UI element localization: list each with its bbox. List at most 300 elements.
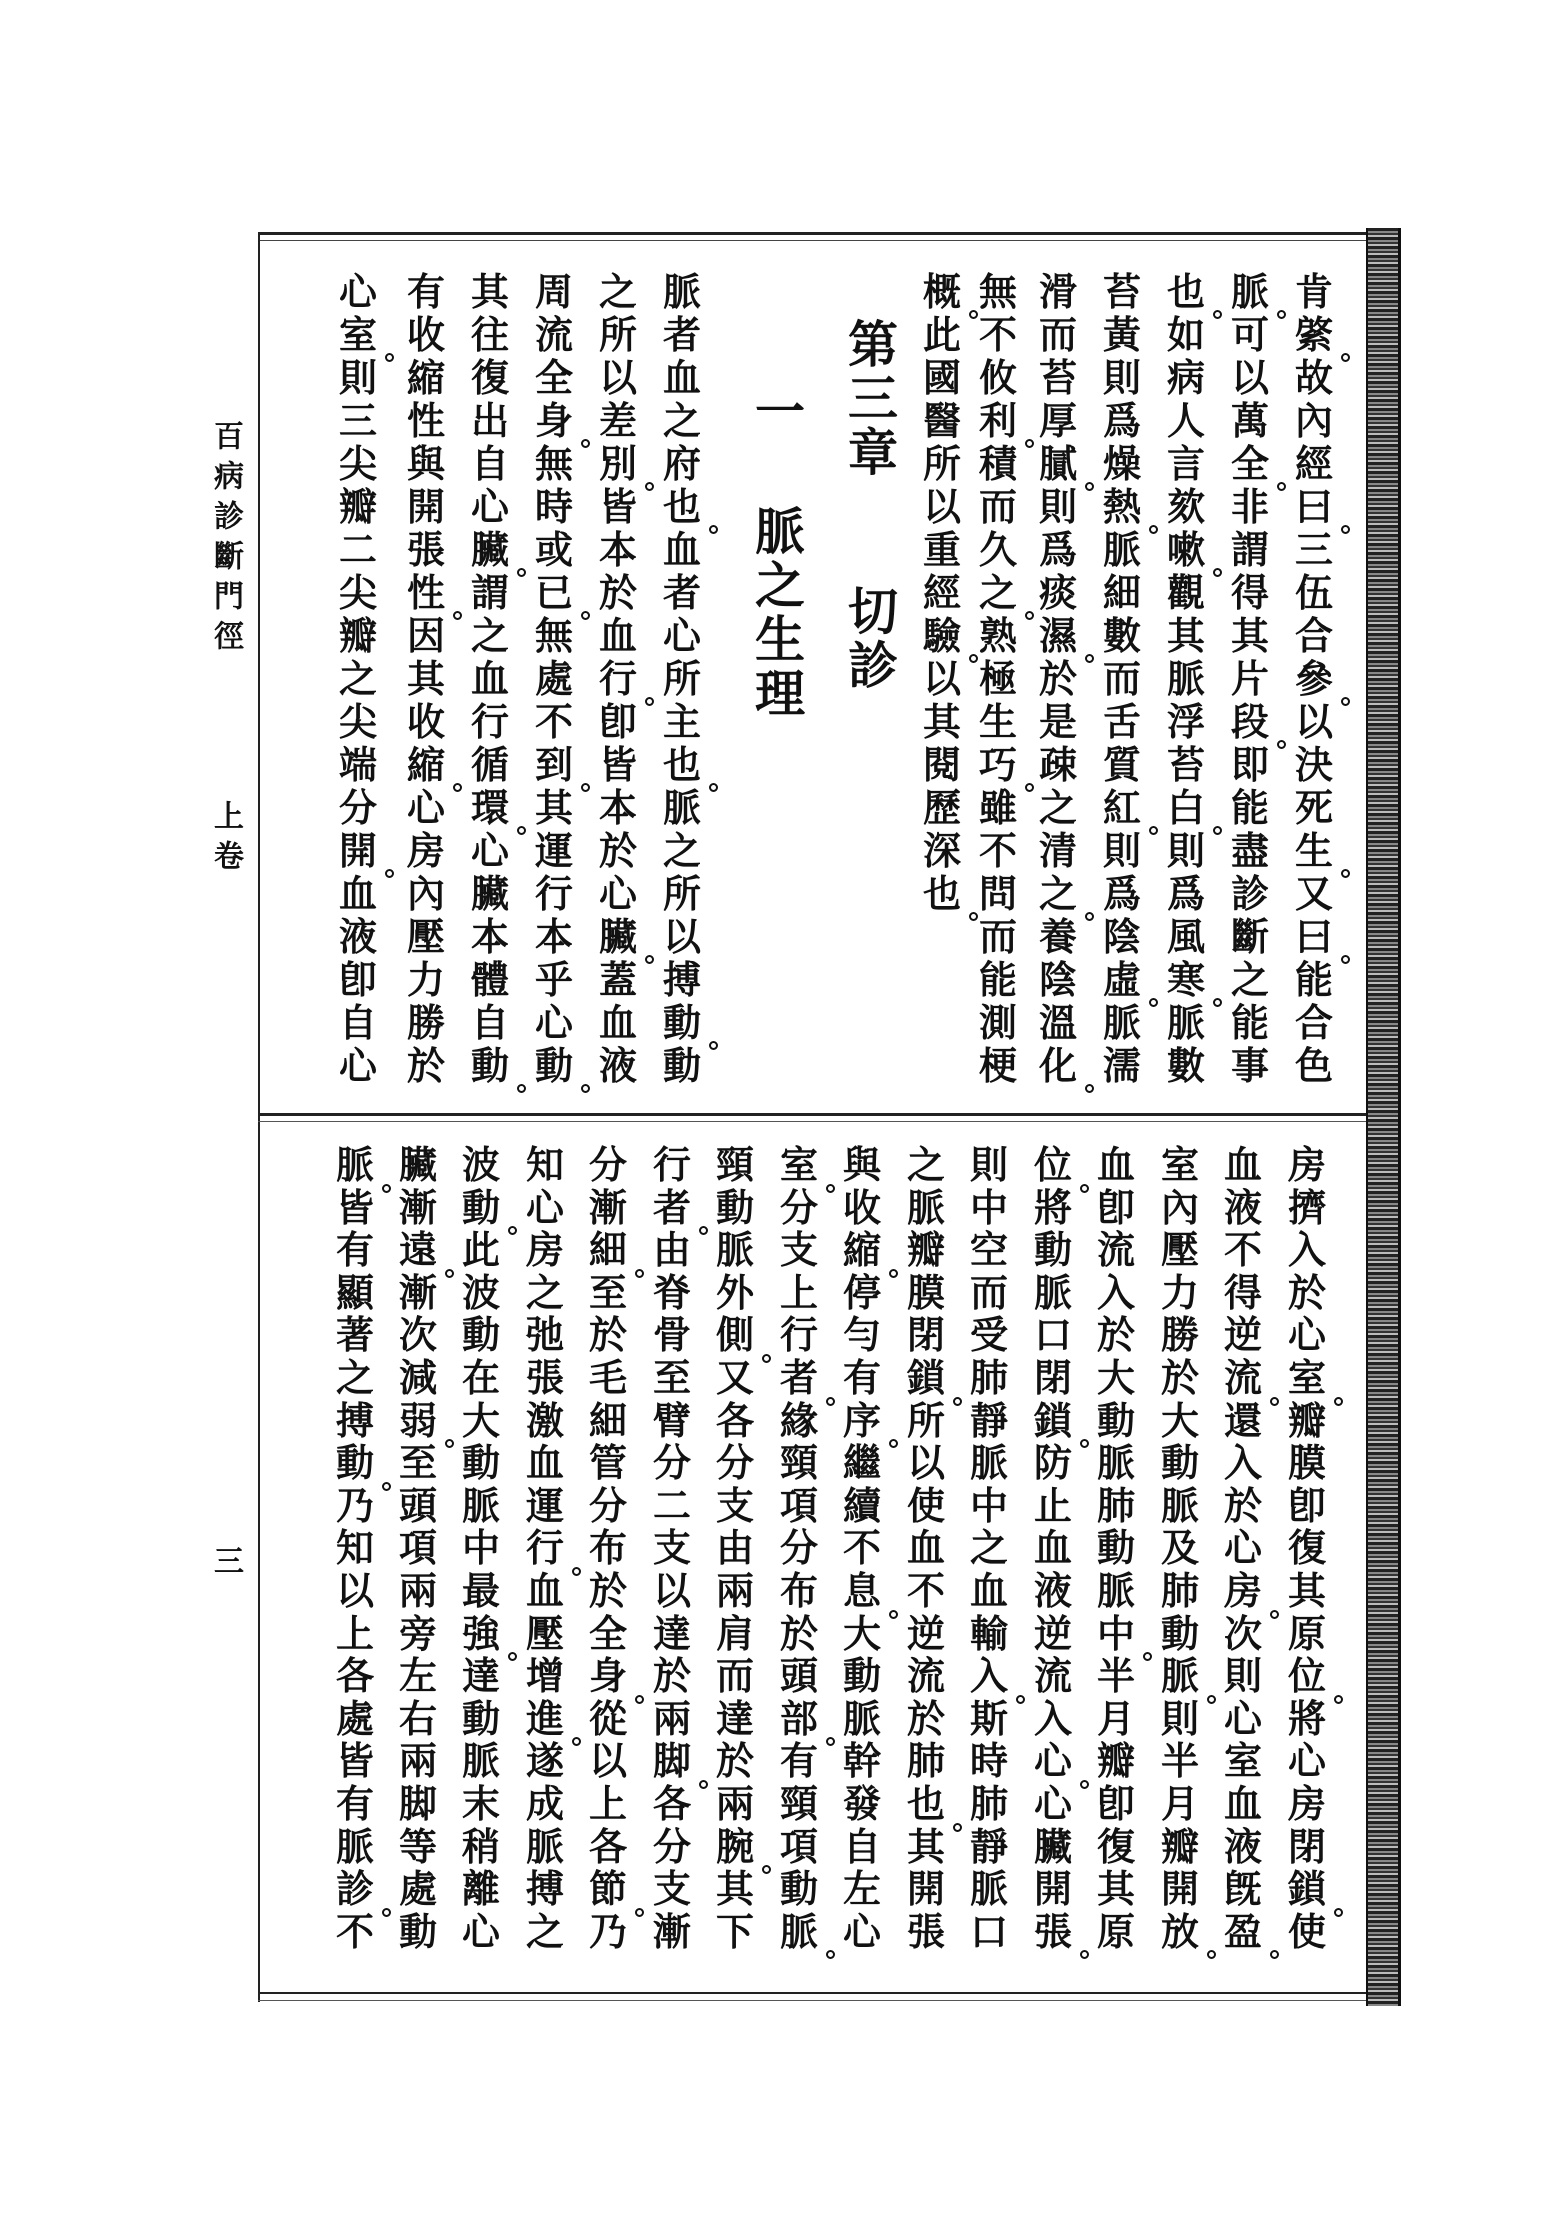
- glyph: 鎖: [1030, 1400, 1076, 1443]
- glyph: 空: [969, 1227, 1008, 1273]
- glyph: 處: [335, 1695, 374, 1741]
- glyph: 曰: [1291, 485, 1337, 528]
- glyph: 分: [652, 1823, 691, 1869]
- glyph: 卽: [598, 699, 637, 744]
- glyph: 液: [598, 1043, 637, 1088]
- glyph: 寒: [1163, 958, 1209, 1001]
- punctuation-circle: [1270, 1950, 1279, 1959]
- glyph: 則: [1102, 828, 1141, 873]
- text-column: [919, 270, 965, 915]
- glyph: 血: [662, 527, 701, 572]
- glyph: 所: [662, 656, 701, 701]
- glyph: 則: [1160, 1695, 1199, 1741]
- glyph: 巧: [975, 743, 1021, 786]
- glyph: 熟: [978, 613, 1017, 658]
- glyph: 脚: [398, 1780, 437, 1826]
- punctuation-circle: [1080, 1780, 1089, 1789]
- punctuation-circle: [1080, 1950, 1089, 1959]
- glyph: 壓: [525, 1610, 564, 1656]
- glyph: 卽: [1096, 1780, 1135, 1826]
- glyph: 力: [406, 957, 445, 1002]
- glyph: 半: [1096, 1653, 1135, 1699]
- glyph: 有: [335, 1227, 374, 1273]
- glyph: 漸: [588, 1184, 627, 1230]
- glyph: 斯: [969, 1695, 1008, 1741]
- glyph: 動: [461, 1312, 500, 1358]
- punctuation-circle: [517, 1084, 526, 1093]
- glyph: 開: [406, 484, 445, 529]
- glyph: 搏: [335, 1397, 374, 1443]
- glyph: 大: [842, 1610, 881, 1656]
- glyph: 者: [649, 1187, 695, 1230]
- glyph: 上: [779, 1269, 818, 1315]
- glyph: 脈: [1096, 1567, 1135, 1613]
- glyph: 以: [662, 914, 701, 959]
- glyph: 瓣: [1287, 1397, 1326, 1443]
- glyph: 本: [470, 914, 509, 959]
- glyph: 其: [715, 1866, 754, 1912]
- glyph: 膩: [1035, 442, 1081, 485]
- text-column: [595, 270, 641, 1087]
- glyph: 動: [779, 1866, 818, 1912]
- text-column: [1035, 270, 1081, 1087]
- glyph: 三: [1294, 527, 1333, 572]
- glyph: 半: [1160, 1738, 1199, 1784]
- punctuation-circle: [826, 1950, 835, 1959]
- glyph: 則: [1223, 1653, 1262, 1699]
- glyph: 勝: [1160, 1312, 1199, 1358]
- punctuation-circle: [581, 783, 590, 792]
- glyph: 中: [1093, 1613, 1139, 1656]
- glyph: 室: [1160, 1142, 1199, 1187]
- glyph: 有: [842, 1354, 881, 1400]
- glyph: 驗: [919, 614, 965, 657]
- glyph: 虛: [1099, 958, 1145, 1001]
- glyph: 爲: [1166, 871, 1205, 916]
- glyph: 之: [1230, 957, 1269, 1002]
- glyph: 遠: [395, 1229, 441, 1272]
- glyph: 也: [659, 743, 705, 786]
- middle-divider-inner: [258, 1121, 1368, 1122]
- glyph: 府: [662, 441, 701, 486]
- glyph: 脈: [1033, 1269, 1072, 1315]
- glyph: 縮: [406, 355, 445, 400]
- glyph: 臟: [1033, 1823, 1072, 1869]
- glyph: 之: [906, 1142, 945, 1187]
- punctuation-circle: [889, 1610, 898, 1619]
- glyph: 膜: [1287, 1440, 1326, 1486]
- punctuation-circle: [889, 1269, 898, 1278]
- glyph: 收: [406, 699, 445, 744]
- glyph: 成: [525, 1780, 564, 1826]
- punctuation-circle: [1334, 1695, 1343, 1704]
- glyph: 止: [1033, 1482, 1072, 1528]
- glyph: 脈: [1227, 270, 1273, 313]
- glyph: 布: [588, 1525, 627, 1571]
- glyph: 強: [458, 1613, 504, 1656]
- glyph: 運: [525, 1482, 564, 1528]
- punctuation-circle: [508, 1226, 517, 1235]
- glyph: 故: [1294, 355, 1333, 400]
- punctuation-circle: [1025, 439, 1034, 448]
- glyph: 房: [525, 1227, 564, 1273]
- text-column: [1099, 270, 1145, 1087]
- glyph: 人: [1166, 398, 1205, 443]
- glyph: 頭: [398, 1482, 437, 1528]
- glyph: 離: [461, 1866, 500, 1912]
- glyph: 陰: [1038, 957, 1077, 1002]
- glyph: 心: [461, 1908, 500, 1954]
- glyph: 室: [776, 1144, 822, 1187]
- glyph: 至: [652, 1354, 691, 1400]
- punctuation-circle: [1016, 1695, 1025, 1704]
- glyph: 勝: [406, 1000, 445, 1045]
- glyph: 入: [1287, 1227, 1326, 1273]
- glyph: 血: [1096, 1142, 1135, 1187]
- glyph: 脈: [1157, 1655, 1203, 1698]
- glyph: 續: [842, 1482, 881, 1528]
- punctuation-circle: [517, 826, 526, 835]
- glyph: 則: [338, 355, 377, 400]
- glyph: 心: [470, 828, 509, 873]
- glyph: 流: [534, 312, 573, 357]
- glyph: 次: [1223, 1610, 1262, 1656]
- glyph: 以: [652, 1567, 691, 1613]
- glyph: 以: [922, 484, 961, 529]
- glyph: 大: [461, 1397, 500, 1443]
- glyph: 之: [1035, 872, 1081, 915]
- glyph: 心: [1223, 1695, 1262, 1741]
- glyph: 遂: [525, 1738, 564, 1784]
- glyph: 兩: [715, 1780, 754, 1826]
- glyph: 入: [966, 1655, 1012, 1698]
- glyph: 肩: [715, 1610, 754, 1656]
- glyph: 乎: [534, 957, 573, 1002]
- glyph: 不: [842, 1525, 881, 1571]
- glyph: 伍: [1294, 570, 1333, 615]
- punctuation-circle: [382, 1908, 391, 1917]
- glyph: 鎖: [903, 1357, 949, 1400]
- glyph: 在: [461, 1354, 500, 1400]
- glyph: 由: [715, 1525, 754, 1571]
- glyph: 苔: [1102, 269, 1141, 314]
- punctuation-circle: [572, 1737, 581, 1746]
- glyph: 或: [534, 527, 573, 572]
- glyph: 動: [1096, 1397, 1135, 1443]
- glyph: 支: [652, 1525, 691, 1571]
- glyph: 死: [1294, 785, 1333, 830]
- punctuation-circle: [1149, 998, 1158, 1007]
- glyph: 防: [1033, 1440, 1072, 1486]
- glyph: 脈: [662, 785, 701, 830]
- glyph: 脈: [1166, 656, 1205, 701]
- punctuation-circle: [445, 1439, 454, 1448]
- glyph: 瓣: [906, 1227, 945, 1273]
- glyph: 腕: [712, 1826, 758, 1869]
- punctuation-circle: [1277, 740, 1286, 749]
- glyph: 性: [403, 571, 449, 614]
- punctuation-circle: [1207, 1950, 1216, 1959]
- glyph: 動: [1033, 1227, 1072, 1273]
- glyph: 之: [1038, 785, 1077, 830]
- glyph: 入: [1033, 1695, 1072, 1741]
- glyph: 而: [1038, 312, 1077, 357]
- glyph: 復: [1096, 1823, 1135, 1869]
- glyph: 其: [1230, 613, 1269, 658]
- glyph: 序: [839, 1400, 885, 1443]
- glyph: 閉: [906, 1312, 945, 1358]
- punctuation-circle: [1025, 783, 1034, 792]
- glyph: 搏: [525, 1866, 564, 1912]
- frame-bottom-rule-inner: [258, 2000, 1368, 2001]
- glyph: 蓋: [598, 957, 637, 1002]
- text-column: [458, 1144, 504, 1953]
- glyph: 診: [332, 1868, 378, 1911]
- glyph: 綮: [1291, 313, 1337, 356]
- glyph: 血: [662, 355, 701, 400]
- glyph: 縮: [403, 743, 449, 786]
- glyph: 黃: [1102, 312, 1141, 357]
- glyph: 血: [1033, 1525, 1072, 1571]
- punctuation-circle: [969, 654, 978, 663]
- punctuation-circle: [1207, 1695, 1216, 1704]
- glyph: 燥: [1102, 441, 1141, 486]
- punctuation-circle: [709, 783, 718, 792]
- glyph: 由: [652, 1227, 691, 1273]
- glyph: 之: [662, 828, 701, 873]
- glyph: 原: [1287, 1610, 1326, 1656]
- text-column: [712, 1144, 758, 1953]
- glyph: 苔: [1166, 742, 1205, 787]
- glyph: 脈: [1096, 1440, 1135, 1486]
- glyph: 大: [1160, 1397, 1199, 1443]
- glyph: 入: [1096, 1269, 1135, 1315]
- glyph: 還: [1223, 1397, 1262, 1443]
- glyph: 因: [406, 613, 445, 658]
- frame-bottom-rule: [258, 1992, 1368, 1994]
- glyph: 心: [598, 871, 637, 916]
- glyph: 分: [779, 1184, 818, 1230]
- glyph: 達: [715, 1695, 754, 1741]
- glyph: 所: [906, 1397, 945, 1443]
- glyph: 於: [1096, 1312, 1135, 1358]
- glyph: 著: [335, 1312, 374, 1358]
- punctuation-circle: [1213, 826, 1222, 835]
- punctuation-circle: [1085, 654, 1094, 663]
- text-column: [395, 1144, 441, 1953]
- glyph: 臟: [470, 871, 509, 916]
- glyph: 分: [652, 1440, 691, 1486]
- section-number: 一: [747, 385, 806, 439]
- glyph: 本: [534, 914, 573, 959]
- punctuation-circle: [581, 1084, 590, 1093]
- glyph: 下: [715, 1908, 754, 1954]
- glyph: 脈: [662, 269, 701, 314]
- glyph: 體: [470, 957, 509, 1002]
- glyph: 張: [1030, 1911, 1076, 1954]
- text-column: [839, 1144, 885, 1953]
- glyph: 者: [776, 1357, 822, 1400]
- glyph: 如: [1166, 312, 1205, 357]
- glyph: 支: [652, 1866, 691, 1912]
- binding-edge-bar: [1366, 228, 1401, 2006]
- glyph: 心: [1287, 1738, 1326, 1784]
- punctuation-circle: [1341, 697, 1350, 706]
- glyph: 周: [534, 269, 573, 314]
- glyph: 質: [1102, 742, 1141, 787]
- glyph: 所: [922, 441, 961, 486]
- glyph: 以: [1294, 699, 1333, 744]
- glyph: 別: [595, 442, 641, 485]
- glyph: 知: [335, 1525, 374, 1571]
- glyph: 此: [461, 1227, 500, 1273]
- glyph: 弱: [395, 1400, 441, 1443]
- glyph: 往: [470, 312, 509, 357]
- glyph: 使: [906, 1482, 945, 1528]
- glyph: 管: [588, 1440, 627, 1486]
- glyph: 也: [1163, 270, 1209, 313]
- glyph: 位: [1284, 1655, 1330, 1698]
- punctuation-circle: [1270, 1397, 1279, 1406]
- punctuation-circle: [382, 1184, 391, 1193]
- punctuation-circle: [1085, 1084, 1094, 1093]
- glyph: 各: [588, 1823, 627, 1869]
- punctuation-circle: [1213, 568, 1222, 577]
- glyph: 又: [1294, 871, 1333, 916]
- glyph: 國: [922, 355, 961, 400]
- glyph: 脈: [1166, 1000, 1205, 1045]
- punctuation-circle: [709, 525, 718, 534]
- glyph: 乃: [588, 1908, 627, 1954]
- glyph: 頸: [779, 1780, 818, 1826]
- glyph: 達: [461, 1653, 500, 1699]
- glyph: 苔: [1038, 355, 1077, 400]
- glyph: 瓣: [1160, 1823, 1199, 1869]
- glyph: 謂: [470, 570, 509, 615]
- glyph: 觀: [1166, 570, 1205, 615]
- glyph: 脈: [1102, 527, 1141, 572]
- text-column: [966, 1144, 1012, 1953]
- glyph: 末: [461, 1780, 500, 1826]
- glyph: 月: [1160, 1780, 1199, 1826]
- glyph: 房: [1220, 1570, 1266, 1613]
- glyph: 之: [975, 571, 1021, 614]
- punctuation-circle: [645, 697, 654, 706]
- glyph: 輸: [969, 1610, 1008, 1656]
- glyph: 內: [1160, 1184, 1199, 1230]
- glyph: 肺: [1096, 1482, 1135, 1528]
- glyph: 收: [406, 312, 445, 357]
- glyph: 皆: [598, 484, 637, 529]
- glyph: 於: [588, 1567, 627, 1613]
- punctuation-circle: [1025, 611, 1034, 620]
- glyph: 流: [1220, 1357, 1266, 1400]
- glyph: 中: [969, 1482, 1008, 1528]
- glyph: 有: [779, 1738, 818, 1784]
- glyph: 鎖: [1284, 1868, 1330, 1911]
- text-column: [903, 1144, 949, 1953]
- glyph: 節: [585, 1868, 631, 1911]
- glyph: 項: [779, 1482, 818, 1528]
- punctuation-circle: [1080, 1184, 1089, 1193]
- glyph: 波: [461, 1142, 500, 1187]
- glyph: 之: [338, 656, 377, 701]
- glyph: 溫: [1038, 1000, 1077, 1045]
- glyph: 事: [1230, 1043, 1269, 1088]
- glyph: 行: [652, 1142, 691, 1187]
- glyph: 月: [1096, 1695, 1135, 1741]
- glyph: 勻: [842, 1312, 881, 1358]
- glyph: 骨: [652, 1312, 691, 1358]
- glyph: 增: [525, 1653, 564, 1699]
- text-column: [1220, 1144, 1266, 1953]
- glyph: 臂: [652, 1397, 691, 1443]
- glyph: 於: [598, 828, 637, 873]
- glyph: 皆: [598, 742, 637, 787]
- frame-top-rule: [258, 232, 1368, 235]
- glyph: 而: [969, 1269, 1008, 1315]
- punctuation-circle: [1334, 1908, 1343, 1917]
- glyph: 支: [779, 1227, 818, 1273]
- glyph: 液: [1223, 1184, 1262, 1230]
- glyph: 液: [1033, 1567, 1072, 1613]
- glyph: 本: [598, 785, 637, 830]
- glyph: 生: [978, 699, 1017, 744]
- glyph: 至: [588, 1269, 627, 1315]
- glyph: 脊: [652, 1269, 691, 1315]
- glyph: 之: [525, 1269, 564, 1315]
- glyph: 外: [715, 1269, 754, 1315]
- punctuation-circle: [1149, 826, 1158, 835]
- glyph: 以: [598, 355, 637, 400]
- glyph: 發: [842, 1780, 881, 1826]
- punctuation-circle: [645, 482, 654, 491]
- glyph: 也: [659, 485, 705, 528]
- glyph: 又: [715, 1354, 754, 1400]
- glyph: 身: [531, 399, 577, 442]
- glyph: 參: [1291, 657, 1337, 700]
- glyph: 至: [398, 1440, 437, 1486]
- glyph: 心: [406, 785, 445, 830]
- glyph: 上: [588, 1780, 627, 1826]
- punctuation-circle: [635, 1908, 644, 1917]
- glyph: 自: [842, 1823, 881, 1869]
- glyph: 頭: [779, 1653, 818, 1699]
- punctuation-circle: [572, 1567, 581, 1576]
- glyph: 其: [906, 1823, 945, 1869]
- glyph: 運: [534, 828, 573, 873]
- glyph: 知: [525, 1142, 564, 1187]
- glyph: 臟: [595, 915, 641, 958]
- glyph: 顯: [335, 1269, 374, 1315]
- punctuation-circle: [1341, 869, 1350, 878]
- glyph: 幹: [842, 1738, 881, 1784]
- glyph: 即: [1230, 742, 1269, 787]
- glyph: 浮: [1166, 699, 1205, 744]
- glyph: 其: [922, 699, 961, 744]
- punctuation-circle: [645, 955, 654, 964]
- glyph: 頸: [715, 1142, 754, 1187]
- glyph: 得: [1230, 570, 1269, 615]
- glyph: 脈: [1102, 1000, 1141, 1045]
- glyph: 濡: [1102, 1043, 1141, 1088]
- glyph: 全: [534, 355, 573, 400]
- glyph: 動: [842, 1653, 881, 1699]
- glyph: 心: [338, 1043, 377, 1088]
- glyph: 所: [598, 312, 637, 357]
- glyph: 受: [969, 1312, 1008, 1358]
- glyph: 概: [919, 270, 965, 313]
